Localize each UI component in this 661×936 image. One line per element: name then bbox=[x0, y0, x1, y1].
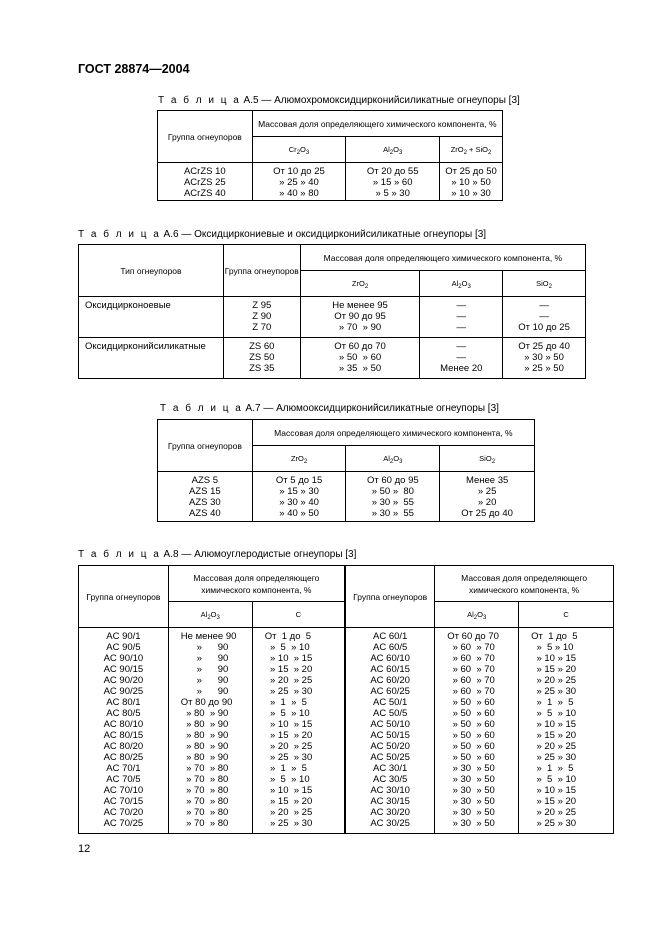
header-type: Тип огнеупоров bbox=[79, 245, 224, 297]
c-value: » 10 » 15 bbox=[531, 653, 577, 664]
header-group: Группа огнеупоров bbox=[223, 245, 300, 297]
zro2-sio2-values: От 25 до 50 » 10 » 50 » 10 » 30 bbox=[440, 163, 503, 201]
group-value: AC 90/25 bbox=[103, 686, 144, 697]
header-al2o3: $Al_2O_3$ bbox=[420, 271, 503, 297]
header-al2o3-left: $Al_2O_3$ bbox=[168, 602, 252, 628]
caption-prefix: Т а б л и ц а bbox=[158, 95, 241, 106]
al2o3-value: » 30 » 50 bbox=[447, 796, 495, 807]
c-value: » 25 » 30 bbox=[531, 686, 577, 697]
group-value: AC 80/25 bbox=[103, 752, 144, 763]
c-value: » 10 » 15 bbox=[264, 785, 313, 796]
group-value: AC 80/1 bbox=[106, 697, 141, 708]
group-value: AC 30/1 bbox=[372, 763, 408, 774]
c-value: » 25 » 30 bbox=[264, 818, 313, 829]
al2o3-value: » 90 bbox=[180, 686, 229, 697]
group-value: AC 50/1 bbox=[372, 697, 408, 708]
zro2-values: Не менее 95 От 90 до 95 » 70 » 90 bbox=[300, 297, 420, 338]
al2o3-value: » 90 bbox=[180, 675, 229, 686]
group-value: AC 60/1 bbox=[372, 631, 408, 642]
group-value: AC 60/25 bbox=[370, 686, 410, 697]
groups-left bbox=[79, 628, 169, 834]
al2o3-values: — — Менее 20 bbox=[420, 338, 503, 379]
c-value: » 1 » 5 bbox=[264, 763, 307, 774]
c-value: » 15 » 20 bbox=[264, 796, 313, 807]
header-al2o3: $Al_2O_3$ bbox=[346, 446, 440, 472]
zro2-values: От 5 до 15 » 15 » 30 » 30 » 40 » 40 » 50 bbox=[252, 472, 346, 522]
table-a7-caption bbox=[160, 403, 499, 414]
group-value: AC 70/15 bbox=[103, 796, 144, 807]
type-oxide-zirconium-silicate: Оксидцирконийсиликатные bbox=[79, 338, 224, 379]
caption-prefix: Т а б л и ц а bbox=[78, 229, 161, 240]
sio2-values: Менее 35 » 25 » 20 От 25 до 40 bbox=[440, 472, 535, 522]
c-value: » 1 » 5 bbox=[531, 697, 574, 708]
table-a6-caption bbox=[78, 229, 486, 240]
header-al2o3-right: $Al_2O_3$ bbox=[435, 602, 519, 628]
group-value: AC 50/20 bbox=[370, 741, 410, 752]
c-value: » 25 » 30 bbox=[264, 752, 313, 763]
header-mass-fraction: Массовая доля определяющего химического компонента, % bbox=[300, 245, 585, 271]
al2o3-values: От 60 до 95 » 50 » 80 » 30 » 55 » 30 » 55 bbox=[346, 472, 440, 522]
c-value: » 1 » 5 bbox=[531, 763, 574, 774]
group-value: AC 50/5 bbox=[372, 708, 408, 719]
c-value: » 10 » 15 bbox=[264, 653, 313, 664]
c-value: » 10 » 15 bbox=[531, 719, 577, 730]
al2o3-value: » 60 » 70 bbox=[447, 686, 495, 697]
c-value: » 15 » 20 bbox=[264, 664, 313, 675]
group-value: AC 80/10 bbox=[103, 719, 144, 730]
al2o3-value: » 50 » 60 bbox=[447, 697, 495, 708]
sio2-values: От 25 до 40 » 30 » 50 » 25 » 50 bbox=[503, 338, 586, 379]
c-value: » 20 » 25 bbox=[531, 807, 577, 818]
groups-cell: Z 95 Z 90 Z 70 bbox=[223, 297, 300, 338]
header-c-right: C bbox=[519, 602, 614, 628]
al2o3-value: » 60 » 70 bbox=[447, 642, 495, 653]
type-oxide-zirconium: Оксидцирконоевые bbox=[79, 297, 224, 338]
group-value: AC 90/15 bbox=[103, 664, 144, 675]
group-value: AC 80/15 bbox=[103, 730, 144, 741]
group-value: AC 60/5 bbox=[372, 642, 408, 653]
c-value: » 20 » 25 bbox=[264, 741, 313, 752]
groups-cell: AZS 5 AZS 15 AZS 30 AZS 40 bbox=[158, 472, 253, 522]
c-left bbox=[252, 628, 345, 834]
al2o3-value: » 30 » 50 bbox=[447, 785, 495, 796]
c-value: » 15 » 20 bbox=[531, 664, 577, 675]
c-right bbox=[519, 628, 614, 834]
al2o3-value: » 70 » 80 bbox=[180, 774, 229, 785]
c-value: » 5 » 10 bbox=[531, 774, 577, 785]
al2o3-value: » 50 » 60 bbox=[447, 719, 495, 730]
c-value: » 20 » 25 bbox=[264, 807, 313, 818]
sio2-values: — — От 10 до 25 bbox=[503, 297, 586, 338]
c-value: » 25 » 30 bbox=[531, 752, 577, 763]
al2o3-value: » 80 » 90 bbox=[180, 708, 229, 719]
table-a6 bbox=[78, 244, 586, 379]
c-value: » 25 » 30 bbox=[531, 818, 577, 829]
group-value: AC 70/1 bbox=[106, 763, 141, 774]
c-value: » 10 » 15 bbox=[531, 785, 577, 796]
c-value: » 15 » 20 bbox=[264, 730, 313, 741]
header-c-left: C bbox=[252, 602, 345, 628]
header-zro2-sio2: ZrO$_2$ + SiO$_2$ bbox=[440, 137, 503, 163]
al2o3-value: » 50 » 60 bbox=[447, 741, 495, 752]
document-code: ГОСТ 28874—2004 bbox=[78, 62, 190, 76]
group-value: AC 70/5 bbox=[106, 774, 141, 785]
al2o3-value: От 80 до 90 bbox=[180, 697, 233, 708]
group-value: AC 30/20 bbox=[370, 807, 410, 818]
header-group: Группа огнеупоров bbox=[158, 111, 253, 163]
c-value: » 25 » 30 bbox=[264, 686, 313, 697]
header-group-right: Группа огнеупоров bbox=[345, 566, 435, 628]
groups-cell: ACrZS 10 ACrZS 25 ACrZS 40 bbox=[158, 163, 253, 201]
group-value: AC 50/15 bbox=[370, 730, 410, 741]
c-value: » 15 » 20 bbox=[531, 730, 577, 741]
header-cr2o3: $Cr_2O_3$ bbox=[252, 137, 346, 163]
table-a5 bbox=[157, 110, 503, 201]
header-mass-fraction-left: Массовая доля определяющего химического компонента, % bbox=[168, 566, 345, 602]
group-value: AC 80/20 bbox=[103, 741, 144, 752]
al2o3-value: » 90 bbox=[180, 642, 229, 653]
group-value: AC 90/5 bbox=[106, 642, 141, 653]
group-value: AC 70/25 bbox=[103, 818, 144, 829]
al2o3-value: » 70 » 80 bbox=[180, 818, 229, 829]
group-value: AC 60/10 bbox=[370, 653, 410, 664]
al2o3-values: — — — bbox=[420, 297, 503, 338]
header-sio2: SiO$_2$ bbox=[503, 271, 586, 297]
al2o3-value: » 50 » 60 bbox=[447, 730, 495, 741]
page-number: 12 bbox=[78, 843, 91, 855]
header-group: Группа огнеупоров bbox=[158, 420, 253, 472]
caption-prefix: Т а б л и ц а bbox=[160, 403, 243, 414]
al2o3-right bbox=[435, 628, 519, 834]
caption-text: А.8 — Алюмоуглеродистые огнеупоры [3] bbox=[160, 549, 357, 560]
c-value: » 5 » 10 bbox=[264, 774, 310, 785]
group-value: AC 60/20 bbox=[370, 675, 410, 686]
c-value: » 10 » 15 bbox=[264, 719, 313, 730]
c-value: » 20 » 25 bbox=[531, 741, 577, 752]
al2o3-value: » 70 » 80 bbox=[180, 796, 229, 807]
al2o3-value: » 30 » 50 bbox=[447, 774, 495, 785]
al2o3-value: От 60 до 70 bbox=[447, 631, 499, 642]
group-value: AC 70/20 bbox=[103, 807, 144, 818]
al2o3-value: » 30 » 50 bbox=[447, 807, 495, 818]
c-value: » 5 » 10 bbox=[264, 708, 310, 719]
al2o3-left bbox=[168, 628, 252, 834]
al2o3-value: » 80 » 90 bbox=[180, 730, 229, 741]
caption-text: А.6 — Оксидциркониевые и оксидцирконийсиликатные огнеупоры [3] bbox=[160, 229, 487, 240]
group-value: AC 50/10 bbox=[370, 719, 410, 730]
group-value: AC 90/20 bbox=[103, 675, 144, 686]
group-value: AC 30/15 bbox=[370, 796, 410, 807]
al2o3-value: » 60 » 70 bbox=[447, 653, 495, 664]
al2o3-value: » 60 » 70 bbox=[447, 675, 495, 686]
table-a5-caption bbox=[158, 95, 520, 106]
al2o3-value: » 90 bbox=[180, 653, 229, 664]
al2o3-value: » 50 » 60 bbox=[447, 708, 495, 719]
table-a7 bbox=[157, 419, 535, 522]
al2o3-value: » 70 » 80 bbox=[180, 807, 229, 818]
group-value: AC 90/10 bbox=[103, 653, 144, 664]
table-a8 bbox=[78, 565, 614, 834]
al2o3-value: » 80 » 90 bbox=[180, 752, 229, 763]
al2o3-value: » 70 » 80 bbox=[180, 763, 229, 774]
c-value: » 20 » 25 bbox=[531, 675, 577, 686]
c-value: От 1 до 5 bbox=[531, 631, 578, 642]
groups-cell: ZS 60 ZS 50 ZS 35 bbox=[223, 338, 300, 379]
group-value: AC 30/10 bbox=[370, 785, 410, 796]
header-zro2: ZrO$_2$ bbox=[300, 271, 420, 297]
caption-prefix: Т а б л и ц а bbox=[78, 549, 161, 560]
header-sio2: SiO$_2$ bbox=[440, 446, 535, 472]
header-mass-fraction: Массовая доля определяющего химического компонента, % bbox=[252, 420, 534, 446]
c-value: » 5 » 10 bbox=[531, 642, 574, 653]
group-value: AC 80/5 bbox=[106, 708, 141, 719]
al2o3-value: Не менее 90 bbox=[180, 631, 237, 642]
al2o3-values: От 20 до 55 » 15 » 60 » 5 » 30 bbox=[346, 163, 440, 201]
zro2-values: От 60 до 70 » 50 » 60 » 35 » 50 bbox=[300, 338, 420, 379]
caption-text: А.7 — Алюмооксидцирконийсиликатные огнеупоры [3] bbox=[242, 403, 499, 414]
group-value: AC 60/15 bbox=[370, 664, 410, 675]
al2o3-value: » 90 bbox=[180, 664, 229, 675]
group-value: AC 30/5 bbox=[372, 774, 408, 785]
caption-text: А.5 — Алюмохромоксидцирконийсиликатные огнеупоры [3] bbox=[240, 95, 520, 106]
c-value: От 1 до 5 bbox=[264, 631, 312, 642]
cr2o3-values: От 10 до 25 » 25 » 40 » 40 » 80 bbox=[252, 163, 346, 201]
header-al2o3: $Al_2O_3$ bbox=[346, 137, 440, 163]
al2o3-value: » 50 » 60 bbox=[447, 752, 495, 763]
group-value: AC 90/1 bbox=[106, 631, 141, 642]
c-value: » 20 » 25 bbox=[264, 675, 313, 686]
table-a8-caption bbox=[78, 549, 356, 560]
al2o3-value: » 30 » 50 bbox=[447, 763, 495, 774]
al2o3-value: » 70 » 80 bbox=[180, 785, 229, 796]
group-value: AC 70/10 bbox=[103, 785, 144, 796]
groups-right bbox=[345, 628, 435, 834]
group-value: AC 30/25 bbox=[370, 818, 410, 829]
c-value: » 1 » 5 bbox=[264, 697, 307, 708]
header-mass-fraction-right: Массовая доля определяющего химического компонента, % bbox=[435, 566, 614, 602]
c-value: » 15 » 20 bbox=[531, 796, 577, 807]
c-value: » 5 » 10 bbox=[531, 708, 577, 719]
header-zro2: ZrO$_2$ bbox=[252, 446, 346, 472]
c-value: » 5 » 10 bbox=[264, 642, 310, 653]
al2o3-value: » 30 » 50 bbox=[447, 818, 495, 829]
al2o3-value: » 80 » 90 bbox=[180, 719, 229, 730]
al2o3-value: » 80 » 90 bbox=[180, 741, 229, 752]
al2o3-value: » 60 » 70 bbox=[447, 664, 495, 675]
group-value: AC 50/25 bbox=[370, 752, 410, 763]
header-group-left: Группа огнеупоров bbox=[79, 566, 169, 628]
header-mass-fraction: Массовая доля определяющего химического компонента, % bbox=[252, 111, 502, 137]
